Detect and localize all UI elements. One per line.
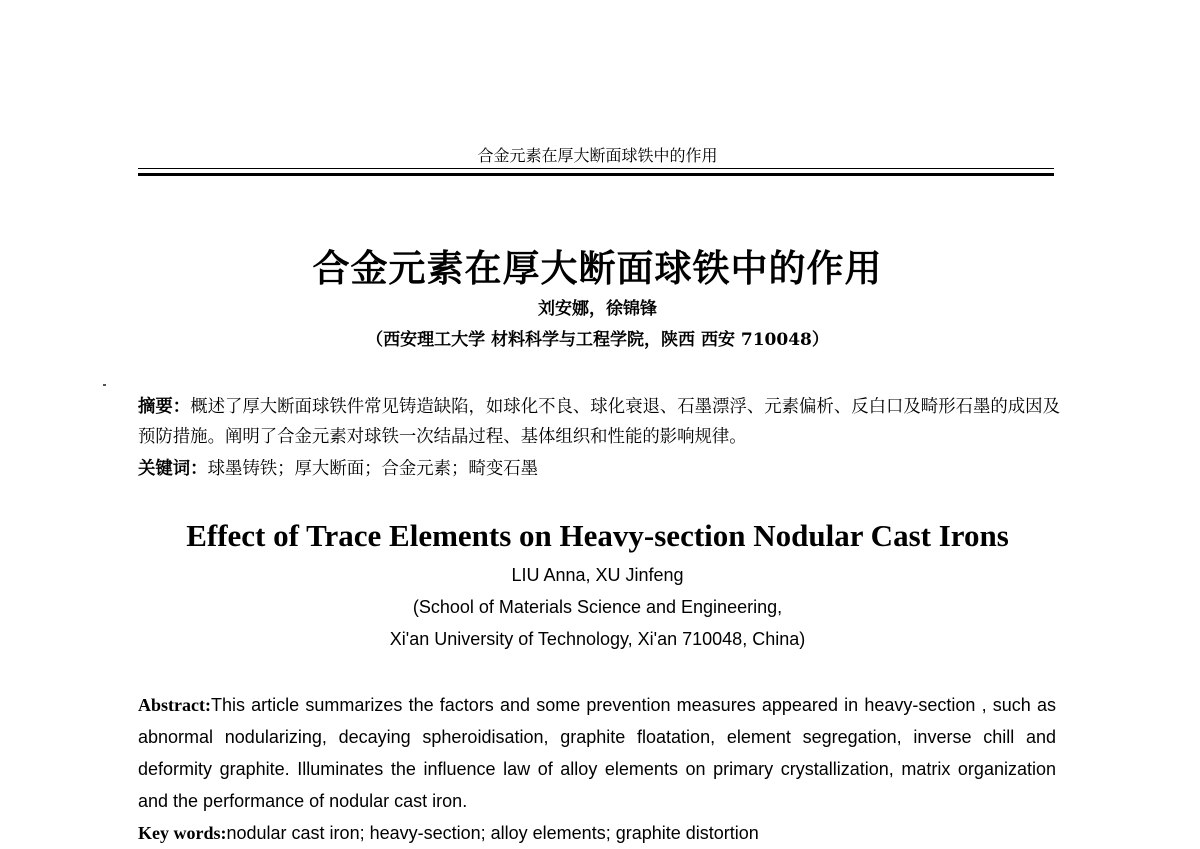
scan-speck: [103, 384, 106, 386]
english-abstract-label: Abstract:: [138, 695, 211, 715]
header-rule-thin: [138, 168, 1054, 169]
chinese-keywords-text: 球墨铸铁；厚大断面；合金元素；畸变石墨: [207, 459, 539, 479]
running-header: 合金元素在厚大断面球铁中的作用: [477, 146, 718, 165]
chinese-keywords-label: 关键词：: [138, 459, 208, 479]
chinese-authors: 刘安娜，徐锦锋: [538, 299, 657, 319]
english-affiliation-line2: Xi'an University of Technology, Xi'an 710048, China): [389, 629, 806, 649]
english-authors: LIU Anna, XU Jinfeng: [511, 565, 684, 585]
english-keywords-text: nodular cast iron; heavy-section; alloy elements; graphite distortion: [226, 823, 759, 843]
english-abstract: [138, 689, 1056, 817]
english-abstract-text: This article summarizes the factors and some prevention measures appeared in heavy-section , such as abnormal nodularizing, decaying spheroidisation, graphite floatation, element segregation, inverse chill and deformity graphite. Illuminates the influence law of alloy elements on primary crystallization, matrix organization and the performance of nodular cast iron.: [138, 695, 1056, 811]
english-keywords: [138, 817, 1056, 849]
english-keywords-label: Key words:: [138, 823, 227, 843]
header-rule-thick: [138, 173, 1054, 176]
chinese-abstract: [138, 392, 1060, 452]
chinese-abstract-text: 概述了厚大断面球铁件常见铸造缺陷，如球化不良、球化衰退、石墨漂浮、元素偏析、反白口及畸形石墨的成因及预防措施。阐明了合金元素对球铁一次结晶过程、基体组织和性能的影响规律。: [138, 397, 1060, 447]
english-title: Effect of Trace Elements on Heavy-section Nodular Cast Irons: [186, 518, 1009, 553]
chinese-title: 合金元素在厚大断面球铁中的作用: [312, 247, 883, 290]
chinese-affiliation: （西安理工大学 材料科学与工程学院，陕西 西安 710048）: [366, 330, 829, 350]
chinese-abstract-label: 摘要：: [138, 397, 191, 417]
english-affiliation-line1: (School of Materials Science and Engineering,: [412, 597, 783, 617]
chinese-keywords: [138, 454, 1060, 484]
